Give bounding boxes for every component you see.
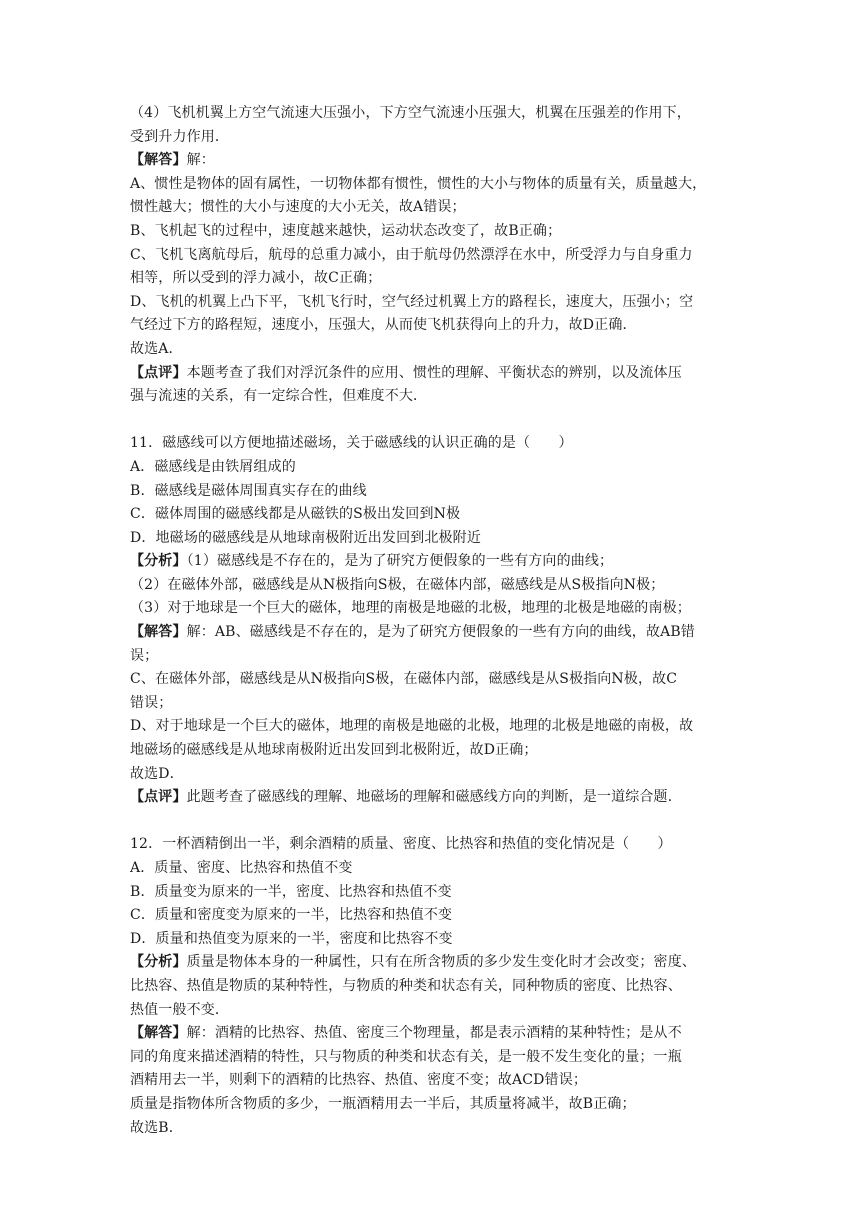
text-line	[130, 550, 736, 574]
question-11	[130, 432, 736, 810]
text-line: 故选B．	[130, 1119, 183, 1136]
line-text: 质量是物体本身的一种属性，只有在所含物质的多少发生变化时才会改变；密度、	[186, 954, 697, 971]
text-line: 12．一杯酒精倒出一半，剩余酒精的质量、密度、比热容和热值的变化情况是（ ）	[130, 836, 672, 853]
text-line	[130, 951, 736, 975]
text-line: 强与流速的关系，有一定综合性，但难度不大．	[130, 388, 428, 405]
text-line: A．质量、密度、比热容和热值不变	[130, 860, 353, 876]
text-line	[130, 621, 736, 645]
text-line: C、飞机飞离航母后，航母的总重力减小，由于航母仍然漂浮在水中，所受浮力与自身重力	[130, 246, 693, 263]
text-line: 质量是指物体所含物质的多少，一瓶酒精用去一半后，其质量将减半，故B正确；	[130, 1095, 636, 1112]
text-line: 错误；	[130, 694, 173, 711]
text-line: D．质量和热值变为原来的一半，密度和比热容不变	[130, 930, 453, 947]
text-line: 热值一般不变．	[130, 1001, 230, 1018]
text-line: C．磁体周围的磁感线都是从磁铁的S极出发回到N极	[130, 506, 461, 523]
text-line: B、飞机起飞的过程中，速度越来越快，运动状态改变了，故B正确；	[130, 222, 562, 239]
text-line: C、在磁体外部，磁感线是从N极指向S极，在磁体内部，磁感线是从S极指向N极，故C	[130, 671, 678, 688]
text-line: D、对于地球是一个巨大的磁体，地理的南极是地磁的北极，地理的北极是地磁的南极，故	[130, 718, 694, 735]
text-line: 故选D．	[130, 765, 184, 782]
text-line: 受到升力作用．	[130, 128, 230, 145]
section-tag: 【点评】	[130, 789, 187, 806]
section-tag: 【解答】	[130, 1025, 187, 1042]
line-text: 解：酒精的比热容、热值、密度三个物理量，都是表示酒精的某种特性；是从不	[186, 1025, 682, 1042]
text-line: 误；	[130, 647, 159, 664]
text-line	[130, 362, 736, 386]
text-line: C．质量和密度变为原来的一半，比热容和热值不变	[130, 907, 453, 924]
text-line: （3）对于地球是一个巨大的磁体，地理的南极是地磁的北极，地理的北极是地磁的南极；	[130, 600, 691, 617]
previous-question-solution	[130, 102, 736, 409]
text-line: （4）飞机机翼上方空气流速大压强小，下方空气流速小压强大，机翼在压强差的作用下，	[130, 105, 691, 121]
text-line	[130, 1022, 736, 1046]
text-line	[130, 149, 736, 173]
line-text: 解：	[186, 152, 215, 169]
document-page	[130, 102, 736, 1140]
text-line: B．磁感线是磁体周围真实存在的曲线	[130, 482, 367, 499]
text-line: （2）在磁体外部，磁感线是从N极指向S极，在磁体内部，磁感线是从S极指向N极；	[130, 576, 665, 593]
text-line: A．磁感线是由铁屑组成的	[130, 458, 296, 475]
section-tag: 【解答】	[130, 624, 187, 641]
text-line: 比热容、热值是物质的某种特性，与物质的种类和状态有关，同种物质的密度、比热容、	[130, 977, 682, 994]
text-line	[130, 786, 736, 810]
text-line: 11．磁感线可以方便地描述磁场，关于磁感线的认识正确的是（ ）	[130, 435, 573, 452]
text-line: 酒精用去一半，则剩下的酒精的比热容、热值、密度不变；故ACD错误；	[130, 1072, 587, 1089]
section-tag: 【分析】	[130, 553, 187, 570]
line-text: 此题考查了磁感线的理解、地磁场的理解和磁感线方向的判断，是一道综合题．	[186, 789, 682, 806]
text-line: D．地磁场的磁感线是从地球南极附近出发回到北极附近	[130, 529, 481, 546]
section-gap	[130, 409, 736, 433]
section-gap	[130, 810, 736, 834]
section-tag: 【解答】	[130, 152, 187, 169]
line-text: （1）磁感线是不存在的，是为了研究方便假象的一些有方向的曲线；	[186, 553, 614, 570]
line-text: 解：AB、磁感线是不存在的，是为了研究方便假象的一些有方向的曲线，故AB错	[186, 624, 695, 641]
text-line: 故选A．	[130, 340, 183, 357]
section-tag: 【点评】	[130, 364, 187, 381]
line-text: 本题考查了我们对浮沉条件的应用、惯性的理解、平衡状态的辨别，以及流体压	[186, 364, 682, 381]
text-line: 同的角度来描述酒精的特性，只与物质的种类和状态有关，是一般不发生变化的量；一瓶	[130, 1048, 682, 1065]
text-line: 气经过下方的路程短，速度小，压强大，从而使飞机获得向上的升力，故D正确．	[130, 317, 637, 334]
text-line: 地磁场的磁感线是从地球南极附近出发回到北极附近，故D正确；	[130, 742, 538, 759]
text-line: D、飞机的机翼上凸下平，飞机飞行时，空气经过机翼上方的路程长，速度大，压强小；空	[130, 293, 694, 310]
text-line: 惯性越大；惯性的大小与速度的大小无关，故A错误；	[130, 199, 466, 216]
text-line: 相等，所以受到的浮力减小，故C正确；	[130, 270, 382, 287]
text-line: A、惯性是物体的固有属性，一切物体都有惯性，惯性的大小与物体的质量有关，质量越大，	[130, 175, 707, 192]
question-12	[130, 833, 736, 1140]
section-tag: 【分析】	[130, 954, 187, 971]
text-line: B．质量变为原来的一半，密度、比热容和热值不变	[130, 883, 452, 900]
